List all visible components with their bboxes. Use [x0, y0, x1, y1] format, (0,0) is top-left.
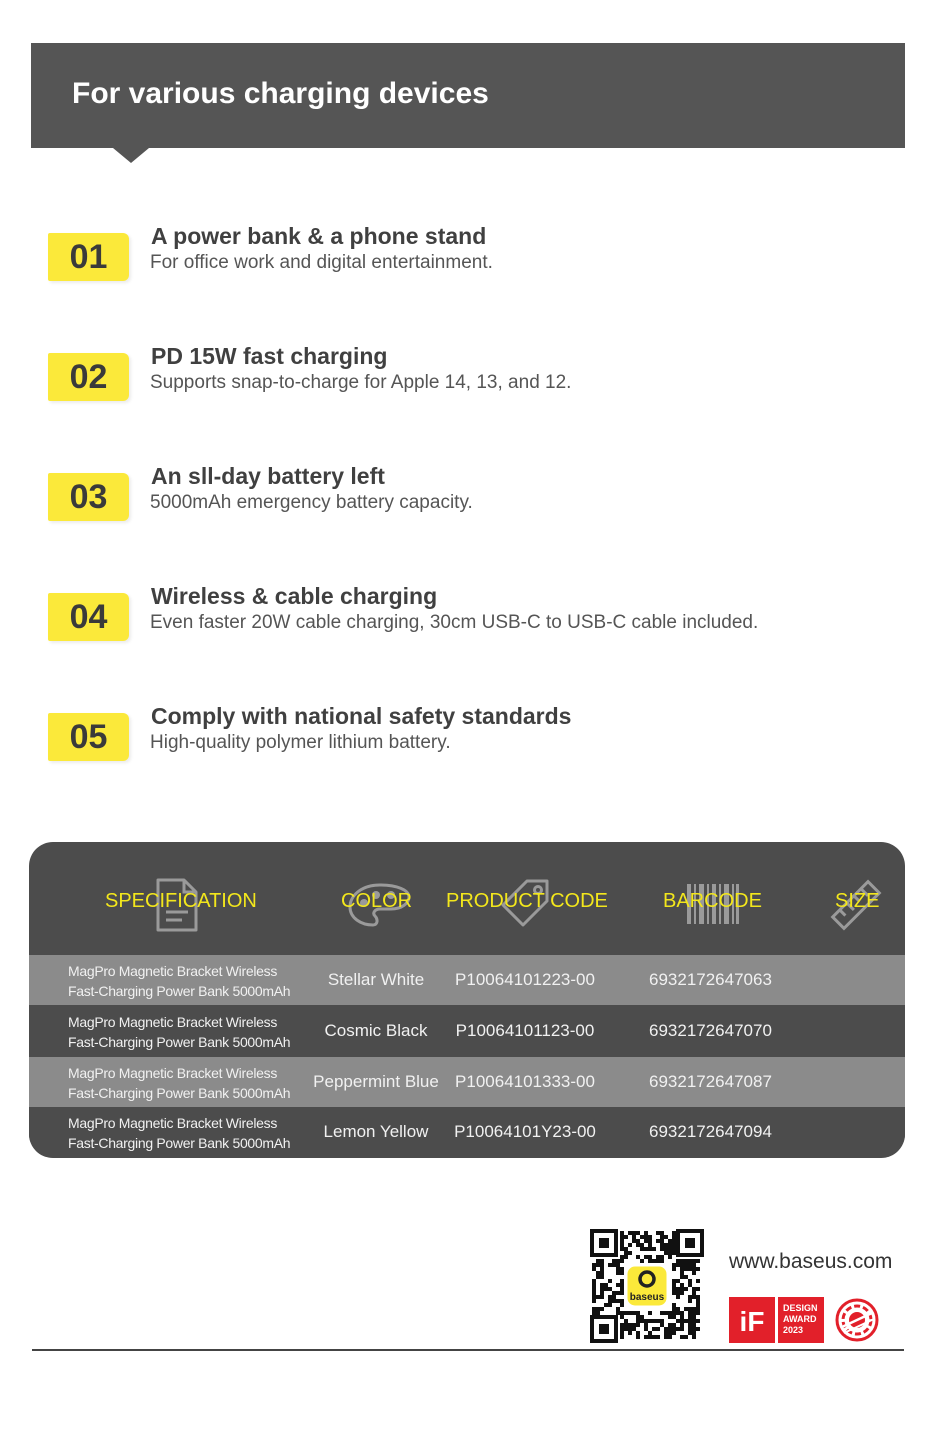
product-code-cell: P10064101123-00 — [455, 1021, 595, 1040]
if-award-line: AWARD — [783, 1314, 817, 1324]
feature-description: Even faster 20W cable charging, 30cm USB-C to USB-C cable included. — [150, 612, 759, 633]
product-name-cell — [68, 1012, 318, 1052]
feature-item — [48, 583, 898, 653]
barcode-cell: 6932172647070 — [649, 1021, 772, 1040]
table-row — [29, 1107, 905, 1157]
qr-logo-text: baseus — [629, 1292, 665, 1303]
feature-item — [48, 463, 898, 533]
feature-number-badge: 04 — [48, 593, 129, 641]
product-name-line: MagPro Magnetic Bracket Wireless — [68, 963, 278, 979]
color-cell: Peppermint Blue — [313, 1072, 439, 1091]
product-name-line: MagPro Magnetic Bracket Wireless — [68, 1014, 278, 1030]
column-header-barcode: BARCODE — [663, 890, 762, 912]
page-title: For various charging devices — [72, 77, 489, 110]
color-cell: Lemon Yellow — [323, 1122, 429, 1141]
product-name-cell — [68, 1063, 318, 1103]
feature-description: 5000mAh emergency battery capacity. — [150, 492, 473, 513]
header-pointer — [113, 148, 149, 163]
product-name-cell — [68, 961, 318, 1001]
product-name-line: MagPro Magnetic Bracket Wireless — [68, 1115, 278, 1131]
column-header-specification: SPECIFICATION — [105, 890, 257, 912]
product-name-line: MagPro Magnetic Bracket Wireless — [68, 1065, 278, 1081]
feature-item — [48, 343, 898, 413]
table-row — [29, 1006, 905, 1056]
feature-description: High-quality polymer lithium battery. — [150, 732, 451, 753]
feature-title: Wireless & cable charging — [151, 583, 438, 609]
feature-title: An sll-day battery left — [151, 463, 385, 489]
column-header-size: SIZE — [835, 890, 880, 912]
red-dot-award-logo — [834, 1297, 880, 1343]
product-code-cell: P10064101333-00 — [455, 1072, 595, 1091]
product-name-cell — [68, 1113, 318, 1153]
feature-title: PD 15W fast charging — [151, 343, 388, 369]
feature-item — [48, 223, 898, 293]
product-name-line: Fast-Charging Power Bank 5000mAh — [68, 1034, 291, 1050]
product-name-line: Fast-Charging Power Bank 5000mAh — [68, 1135, 291, 1151]
spec-table-header — [29, 842, 905, 954]
feature-number-badge: 03 — [48, 473, 129, 521]
product-name-line: Fast-Charging Power Bank 5000mAh — [68, 1085, 291, 1101]
barcode-cell: 6932172647087 — [649, 1072, 772, 1091]
website-link[interactable]: www.baseus.com — [729, 1250, 893, 1273]
feature-number-badge: 01 — [48, 233, 129, 281]
product-code-cell: P10064101Y23-00 — [454, 1122, 596, 1141]
table-row — [29, 955, 905, 1005]
if-award-line: DESIGN — [783, 1303, 818, 1313]
if-design-award-logo — [729, 1297, 824, 1343]
spec-table — [29, 842, 905, 1158]
feature-number-badge: 05 — [48, 713, 129, 761]
column-header-product-code: PRODUCT CODE — [446, 890, 608, 912]
table-row — [29, 1057, 905, 1107]
feature-title: Comply with national safety standards — [151, 703, 572, 729]
barcode-cell: 6932172647063 — [649, 970, 772, 989]
feature-title: A power bank & a phone stand — [151, 223, 487, 249]
product-name-line: Fast-Charging Power Bank 5000mAh — [68, 983, 291, 999]
feature-number-badge: 02 — [48, 353, 129, 401]
if-logo-mark: iF — [739, 1306, 765, 1337]
if-award-line: 2023 — [783, 1325, 804, 1335]
color-cell: Cosmic Black — [324, 1021, 428, 1040]
qr-code[interactable] — [588, 1227, 706, 1345]
feature-description: For office work and digital entertainment. — [150, 252, 493, 273]
feature-item — [48, 703, 898, 773]
column-header-color: COLOR — [341, 890, 413, 912]
feature-description: Supports snap-to-charge for Apple 14, 13, and 12. — [150, 372, 572, 393]
color-cell: Stellar White — [327, 970, 425, 989]
product-code-cell: P10064101223-00 — [455, 970, 595, 989]
barcode-cell: 6932172647094 — [649, 1122, 772, 1141]
bottom-divider — [32, 1349, 904, 1351]
